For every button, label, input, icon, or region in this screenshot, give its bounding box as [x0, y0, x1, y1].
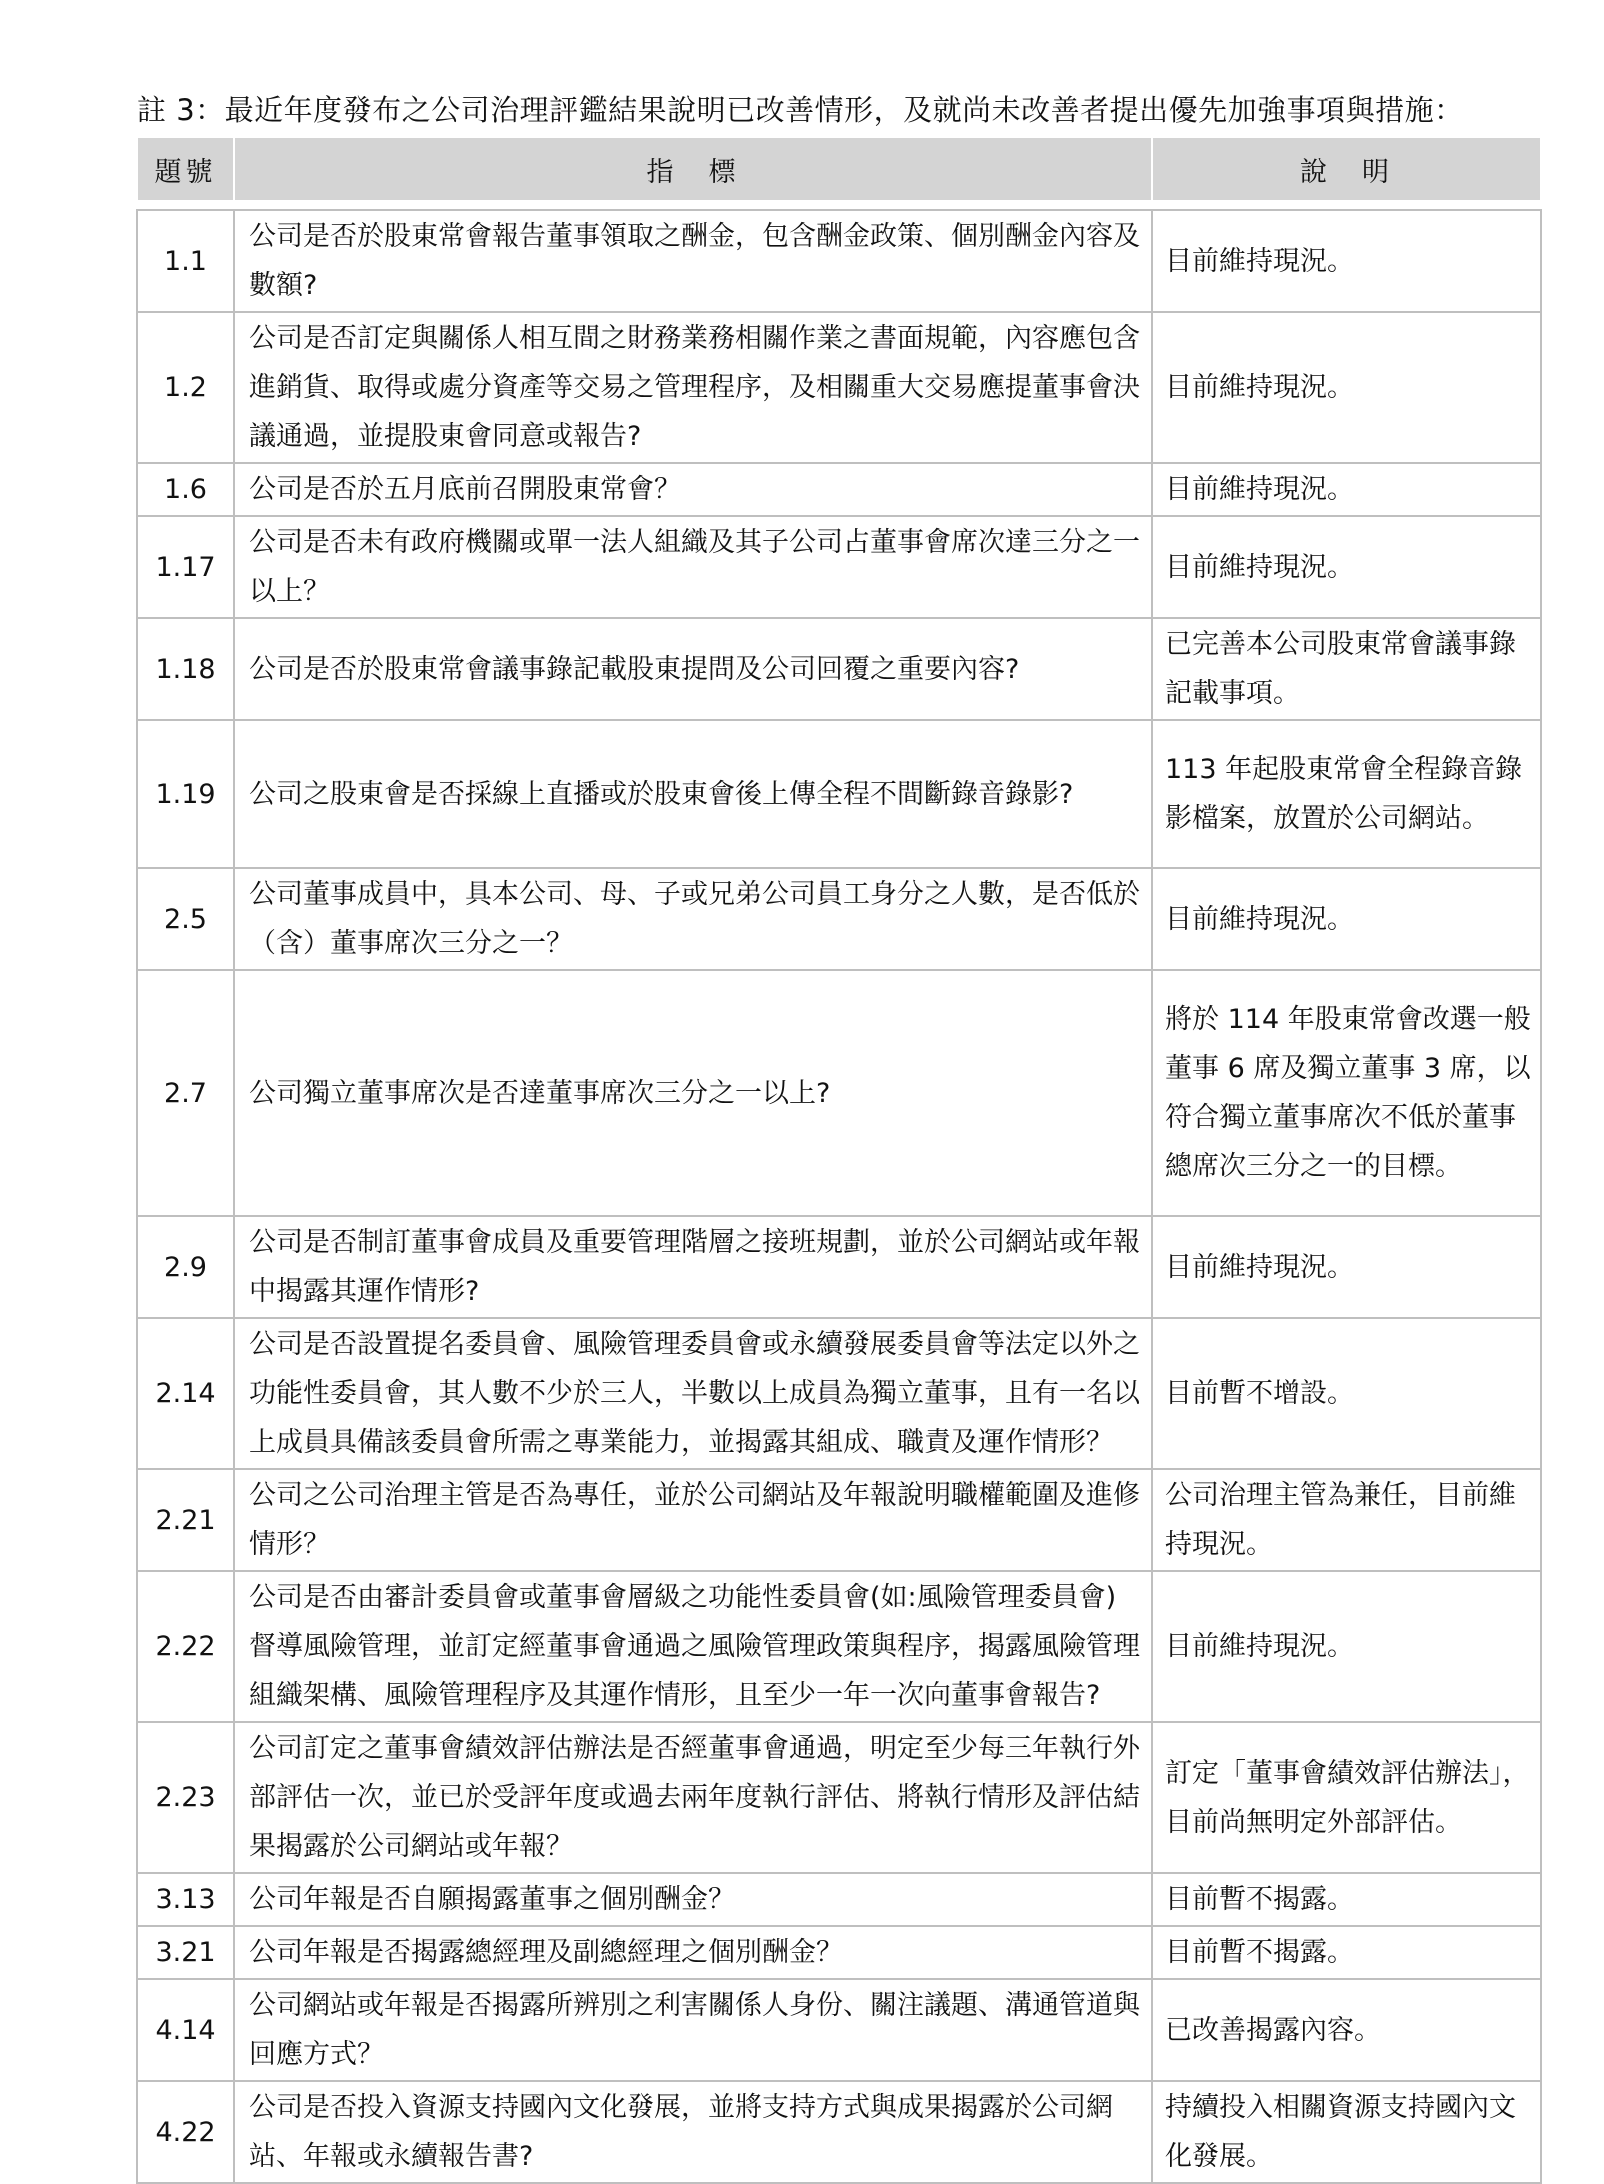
row-indicator: 公司是否由審計委員會或董事會層級之功能性委員會(如:風險管理委員會)督導風險管理，並訂定經董事會通過之風險管理政策與程序，揭露風險管理組織架構、風險管理程序及其運作情形，且至少一年一次向董事會報告?	[234, 1571, 1152, 1722]
row-indicator: 公司是否未有政府機關或單一法人組織及其子公司占董事會席次達三分之一以上？	[234, 516, 1152, 618]
row-number: 1.17	[137, 516, 234, 618]
row-indicator: 公司是否投入資源支持國內文化發展，並將支持方式與成果揭露於公司網站、年報或永續報告書?	[234, 2081, 1152, 2183]
row-description: 目前維持現況。	[1152, 516, 1541, 618]
row-number: 2.21	[137, 1469, 234, 1571]
table-row	[137, 1571, 1541, 1722]
table-header	[136, 136, 1542, 202]
row-description: 持續投入相關資源支持國內文化發展。	[1152, 2081, 1541, 2183]
row-number: 3.13	[137, 1873, 234, 1926]
row-description: 已改善揭露內容。	[1152, 1979, 1541, 2081]
row-description: 目前暫不增設。	[1152, 1318, 1541, 1469]
table-row	[137, 516, 1541, 618]
row-number: 2.7	[137, 970, 234, 1216]
row-number: 2.5	[137, 868, 234, 970]
row-indicator: 公司之股東會是否採線上直播或於股東會後上傳全程不間斷錄音錄影?	[234, 720, 1152, 868]
row-number: 4.14	[137, 1979, 234, 2081]
row-description: 目前維持現況。	[1152, 1216, 1541, 1318]
row-indicator: 公司是否訂定與關係人相互間之財務業務相關作業之書面規範，內容應包含進銷貨、取得或處分資產等交易之管理程序，及相關重大交易應提董事會決議通過，並提股東會同意或報告?	[234, 312, 1152, 463]
row-description: 目前維持現況。	[1152, 312, 1541, 463]
row-description: 113 年起股東常會全程錄音錄影檔案，放置於公司網站。	[1152, 720, 1541, 868]
header-description: 說 明	[1152, 137, 1541, 201]
table-row	[137, 1979, 1541, 2081]
row-description: 目前暫不揭露。	[1152, 1926, 1541, 1979]
row-number: 1.19	[137, 720, 234, 868]
row-indicator: 公司是否於股東常會報告董事領取之酬金，包含酬金政策、個別酬金內容及數額?	[234, 210, 1152, 312]
row-number: 1.6	[137, 463, 234, 516]
table-row	[137, 1722, 1541, 1873]
row-indicator: 公司是否於五月底前召開股東常會？	[234, 463, 1152, 516]
row-number: 2.9	[137, 1216, 234, 1318]
page-title: 註 3：最近年度發布之公司治理評鑑結果說明已改善情形，及就尚未改善者提出優先加強事項與措施：	[137, 93, 1464, 127]
table-row	[137, 618, 1541, 720]
table-row	[137, 463, 1541, 516]
row-description: 目前暫不揭露。	[1152, 1873, 1541, 1926]
table-row	[137, 2081, 1541, 2183]
row-description: 目前維持現況。	[1152, 463, 1541, 516]
header-number: 題號	[137, 137, 234, 201]
table-row	[137, 1469, 1541, 1571]
row-description: 已完善本公司股東常會議事錄記載事項。	[1152, 618, 1541, 720]
row-number: 4.22	[137, 2081, 234, 2183]
row-indicator: 公司年報是否自願揭露董事之個別酬金？	[234, 1873, 1152, 1926]
table-row	[137, 1216, 1541, 1318]
row-number: 2.14	[137, 1318, 234, 1469]
row-description: 訂定「董事會績效評估辦法」，目前尚無明定外部評估。	[1152, 1722, 1541, 1873]
table-row	[137, 1873, 1541, 1926]
row-indicator: 公司之公司治理主管是否為專任，並於公司網站及年報說明職權範圍及進修情形？	[234, 1469, 1152, 1571]
table-row	[137, 970, 1541, 1216]
row-description: 目前維持現況。	[1152, 210, 1541, 312]
row-number: 1.2	[137, 312, 234, 463]
table-row	[137, 1318, 1541, 1469]
row-description: 目前維持現況。	[1152, 1571, 1541, 1722]
row-description: 目前維持現況。	[1152, 868, 1541, 970]
header-indicator: 指 標	[234, 137, 1152, 201]
table-row	[137, 868, 1541, 970]
indicator-table	[136, 209, 1542, 2184]
table-row	[137, 720, 1541, 868]
row-indicator: 公司是否於股東常會議事錄記載股東提問及公司回覆之重要內容?	[234, 618, 1152, 720]
table-row	[137, 312, 1541, 463]
row-indicator: 公司董事成員中，具本公司、母、子或兄弟公司員工身分之人數，是否低於（含）董事席次三分之一？	[234, 868, 1152, 970]
table-row	[137, 1926, 1541, 1979]
row-indicator: 公司年報是否揭露總經理及副總經理之個別酬金？	[234, 1926, 1152, 1979]
row-indicator: 公司是否制訂董事會成員及重要管理階層之接班規劃，並於公司網站或年報中揭露其運作情形?	[234, 1216, 1152, 1318]
row-indicator: 公司是否設置提名委員會、風險管理委員會或永續發展委員會等法定以外之功能性委員會，其人數不少於三人，半數以上成員為獨立董事，且有一名以上成員具備該委員會所需之專業能力，並揭露其組成、職責及運作情形？	[234, 1318, 1152, 1469]
row-number: 1.18	[137, 618, 234, 720]
row-number: 3.21	[137, 1926, 234, 1979]
row-description: 公司治理主管為兼任，目前維持現況。	[1152, 1469, 1541, 1571]
row-description: 將於 114 年股東常會改選一般董事 6 席及獨立董事 3 席，以符合獨立董事席次不低於董事總席次三分之一的目標。	[1152, 970, 1541, 1216]
row-indicator: 公司獨立董事席次是否達董事席次三分之一以上?	[234, 970, 1152, 1216]
row-number: 2.23	[137, 1722, 234, 1873]
row-indicator: 公司網站或年報是否揭露所辨別之利害關係人身份、關注議題、溝通管道與回應方式？	[234, 1979, 1152, 2081]
row-indicator: 公司訂定之董事會績效評估辦法是否經董事會通過，明定至少每三年執行外部評估一次，並已於受評年度或過去兩年度執行評估、將執行情形及評估結果揭露於公司網站或年報？	[234, 1722, 1152, 1873]
row-number: 2.22	[137, 1571, 234, 1722]
table-row	[137, 210, 1541, 312]
row-number: 1.1	[137, 210, 234, 312]
